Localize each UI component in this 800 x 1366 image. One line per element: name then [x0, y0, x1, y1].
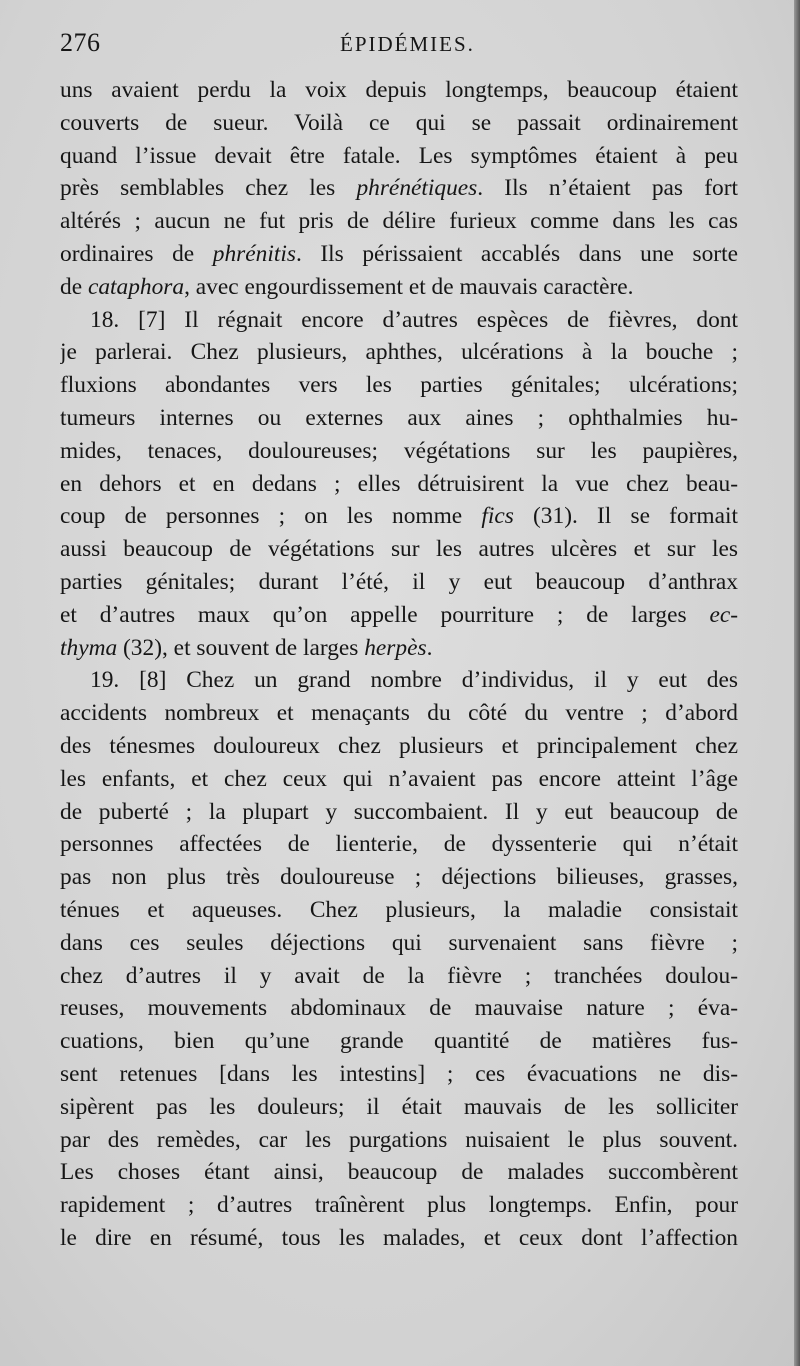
text-run: ordinaires de: [60, 240, 213, 267]
text-line: [60, 238, 738, 271]
text-run: .: [426, 634, 433, 661]
text-line: [60, 435, 738, 468]
text-run: . Ils périssaient accablés dans une sorte: [295, 240, 738, 267]
italic-term: fics: [481, 503, 514, 530]
text-run: chez d’autres il y avait de la fièvre ; tranchées doulou-: [60, 962, 738, 989]
italic-term: herpès: [364, 634, 427, 661]
text-run: sent retenues [dans les intestins] ; ces évacuations ne dis-: [60, 1060, 738, 1087]
text-line: [60, 1189, 738, 1222]
text-run: , avec engourdissement et de mauvais caractère.: [184, 273, 634, 300]
text-line: [60, 960, 738, 993]
text-run: altérés ; aucun ne fut pris de délire furieux comme dans les cas: [60, 208, 738, 235]
text-line: [60, 533, 738, 566]
text-line: [60, 74, 738, 107]
text-run: ténues et aqueuses. Chez plusieurs, la maladie consistait: [60, 896, 738, 923]
text-line: [60, 1091, 738, 1124]
text-line: [60, 468, 738, 501]
text-line: [60, 894, 738, 927]
page-number: 276: [60, 28, 101, 57]
text-run: sipèrent pas les douleurs; il était mauvais de les solliciter: [60, 1093, 738, 1120]
body-text: [60, 74, 738, 1255]
text-line: [60, 1058, 738, 1091]
italic-term: phrénétiques: [356, 175, 478, 202]
text-run: accidents nombreux et menaçants du côté du ventre ; d’abord: [60, 700, 738, 727]
text-run: et d’autres maux qu’on appelle pourriture ; de larges: [60, 601, 710, 628]
text-run: coup de personnes ; on les nomme: [60, 503, 482, 530]
text-run: couverts de sueur. Voilà ce qui se passait ordinairement: [60, 109, 738, 136]
text-line: [60, 205, 738, 238]
text-line: [60, 632, 738, 665]
text-run: (31). Il se formait: [513, 503, 738, 530]
text-run: le dire en résumé, tous les malades, et ceux dont l’affection: [60, 1224, 738, 1251]
text-line: [60, 1025, 738, 1058]
italic-term: phrénitis: [212, 240, 296, 267]
text-run: parties génitales; durant l’été, il y eut beaucoup d’anthrax: [60, 568, 738, 595]
text-run: je parlerai. Chez plusieurs, aphthes, ulcérations à la bouche ;: [60, 339, 738, 366]
text-run: quand l’issue devait être fatale. Les symptômes étaient à peu: [60, 142, 738, 169]
text-line: [60, 992, 738, 1025]
text-run: reuses, mouvements abdominaux de mauvaise nature ; éva-: [60, 995, 738, 1022]
text-line: [60, 796, 738, 829]
text-line: [60, 172, 738, 205]
text-line: [60, 566, 738, 599]
text-line: [60, 599, 738, 632]
italic-term: ec-: [709, 601, 738, 628]
text-line: [60, 927, 738, 960]
text-line: [60, 304, 738, 337]
text-line: [60, 1124, 738, 1157]
text-run: fluxions abondantes vers les parties génitales; ulcérations;: [60, 372, 738, 399]
text-run: 19. [8] Chez un grand nombre d’individus, il y eut des: [90, 667, 738, 694]
text-run: en dehors et en dedans ; elles détruisirent la vue chez beau-: [60, 470, 738, 497]
text-run: mides, tenaces, douloureuses; végétations sur les paupières,: [60, 437, 738, 464]
text-run: . Ils n’étaient pas fort: [477, 175, 738, 202]
text-line: [60, 402, 738, 435]
text-line: [60, 369, 738, 402]
text-run: rapidement ; d’autres traînèrent plus longtemps. Enfin, pour: [60, 1192, 738, 1219]
text-run: de puberté ; la plupart y succombaient. Il y eut beaucoup de: [60, 798, 738, 825]
text-line: [60, 500, 738, 533]
text-run: les enfants, et chez ceux qui n’avaient pas encore atteint l’âge: [60, 765, 738, 792]
text-line: [60, 336, 738, 369]
text-run: (32), et souvent de larges: [117, 634, 365, 661]
text-line: [60, 1222, 738, 1255]
text-run: pas non plus très douloureuse ; déjections bilieuses, grasses,: [60, 864, 738, 891]
text-run: des ténesmes douloureux chez plusieurs et principalement chez: [60, 732, 738, 759]
text-line: [60, 763, 738, 796]
text-line: [60, 107, 738, 140]
running-head: ÉPIDÉMIES.: [340, 32, 475, 56]
text-run: 18. [7] Il régnait encore d’autres espèces de fièvres, dont: [90, 306, 738, 333]
text-run: uns avaient perdu la voix depuis longtemps, beaucoup étaient: [60, 77, 738, 103]
text-run: dans ces seules déjections qui survenaient sans fièvre ;: [60, 929, 738, 956]
text-run: tumeurs internes ou externes aux aines ; ophthalmies hu-: [60, 404, 738, 431]
text-line: [60, 861, 738, 894]
text-line: [60, 1156, 738, 1189]
italic-term: thyma: [60, 634, 118, 661]
text-run: Les choses étant ainsi, beaucoup de malades succombèrent: [60, 1159, 738, 1186]
text-line: [60, 271, 738, 304]
text-run: personnes affectées de lienterie, de dyssenterie qui n’était: [60, 831, 738, 858]
page-edge-shadow: [794, 0, 800, 1366]
text-line: [60, 730, 738, 763]
text-line: [60, 664, 738, 697]
page-header: [60, 28, 738, 64]
text-run: cuations, bien qu’une grande quantité de matières fus-: [60, 1028, 738, 1055]
text-run: par des remèdes, car les purgations nuisaient le plus souvent.: [60, 1126, 738, 1153]
text-line: [60, 140, 738, 173]
text-run: de: [60, 273, 88, 300]
text-line: [60, 697, 738, 730]
text-run: aussi beaucoup de végétations sur les autres ulcères et sur les: [60, 536, 738, 563]
italic-term: cataphora: [87, 273, 185, 300]
text-run: près semblables chez les: [60, 175, 357, 202]
text-line: [60, 828, 738, 861]
